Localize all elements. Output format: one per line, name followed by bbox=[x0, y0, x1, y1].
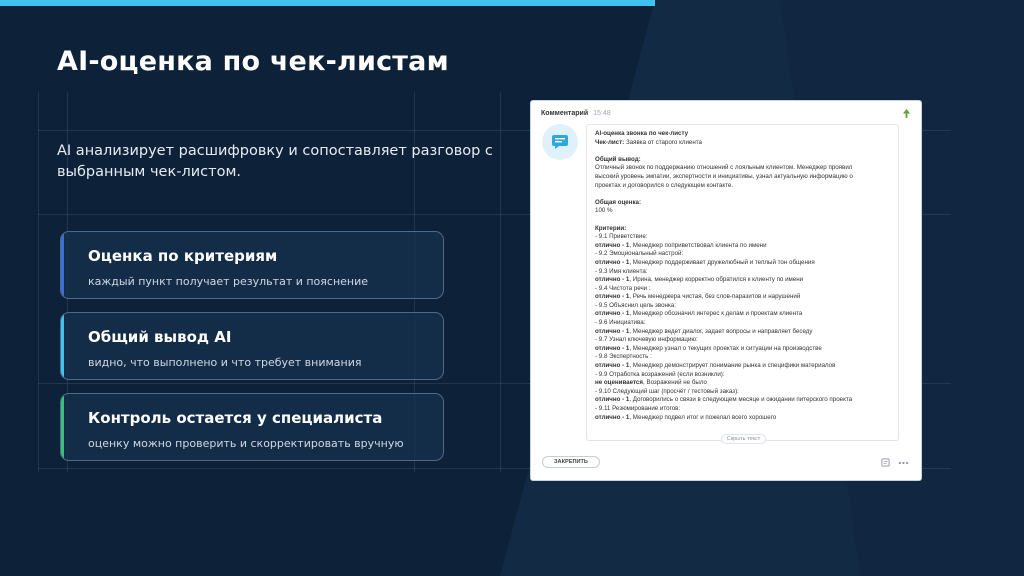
criterion-comment: , Менеджер поприветствовал клиента по имени bbox=[629, 241, 767, 249]
criterion-grade: отлично - 1 bbox=[595, 310, 630, 318]
pin-button[interactable]: ЗАКРЕПИТЬ bbox=[542, 456, 600, 468]
comment-time: 15:48 bbox=[593, 110, 611, 117]
summary-line: высокий уровень эмпатии, экспертности и инициативы, узнал актуальную информацию о bbox=[595, 172, 853, 180]
chat-bubble-icon bbox=[551, 134, 569, 150]
card-description: каждый пункт получает результат и пояснение bbox=[88, 275, 369, 288]
criterion-name: - 9.1 Приветствие: bbox=[595, 233, 648, 241]
criterion-comment: , Менеджер узнал о текущих проектах и ситуации на производстве bbox=[629, 344, 822, 352]
card-description: оценку можно проверить и скорректировать вручную bbox=[88, 437, 404, 450]
criterion-result bbox=[595, 242, 890, 251]
comment-header bbox=[541, 110, 611, 117]
criterion-comment: , Менеджер ведет диалог, задает вопросы и направляет беседу bbox=[629, 327, 813, 335]
grid-line bbox=[38, 92, 39, 472]
card-description: видно, что выполнено и что требует внимания bbox=[88, 356, 362, 369]
criterion-name: - 9.5 Объяснил цель звонка: bbox=[595, 301, 676, 309]
criterion-grade: отлично - 1 bbox=[595, 413, 630, 421]
criterion-result bbox=[595, 379, 890, 388]
summary-label: Общий вывод: bbox=[595, 155, 641, 163]
grid-line bbox=[500, 92, 501, 472]
checklist-line bbox=[595, 139, 890, 148]
criterion-grade: отлично - 1 bbox=[595, 327, 630, 335]
criterion-result bbox=[595, 259, 890, 268]
criterion-comment: , Возражений не было bbox=[643, 379, 707, 387]
criterion-comment: , Менеджер демонстрирует понимание рынка и специфики материалов bbox=[629, 362, 836, 370]
criterion-grade: отлично - 1 bbox=[595, 396, 630, 404]
criterion-name: - 9.3 Имя клиента: bbox=[595, 267, 648, 275]
slide-title: AI-оценка по чек-листам bbox=[57, 46, 449, 77]
criterion-result bbox=[595, 345, 890, 354]
criteria-label: Критерии: bbox=[595, 224, 627, 232]
feature-card-summary bbox=[60, 312, 444, 380]
criterion-name: - 9.7 Узнал ключевую информацию: bbox=[595, 336, 698, 344]
criterion-result bbox=[595, 328, 890, 337]
top-accent-bar bbox=[0, 0, 655, 6]
slide-subtitle: AI анализирует расшифровку и сопоставляет разговор с выбранным чек-листом. bbox=[57, 143, 493, 180]
more-icon[interactable] bbox=[898, 461, 909, 465]
criterion-comment: , Менеджер подвел итог и пожелал всего хорошего bbox=[629, 413, 777, 421]
tree-icon[interactable] bbox=[902, 109, 911, 118]
bot-avatar bbox=[542, 124, 578, 160]
ai-evaluation-message bbox=[586, 124, 899, 441]
message-heading: AI-оценка звонка по чек-листу bbox=[595, 130, 689, 137]
score-label: Общая оценка: bbox=[595, 198, 642, 206]
criterion-name: - 9.9 Отработка возражений (если возникли): bbox=[595, 370, 725, 378]
criterion-name: - 9.10 Следующий шаг (просчёт / тестовый заказ): bbox=[595, 387, 739, 395]
criterion-grade: отлично - 1 bbox=[595, 241, 630, 249]
criterion-result bbox=[595, 362, 890, 371]
criterion-grade: отлично - 1 bbox=[595, 362, 630, 370]
criterion-result bbox=[595, 414, 890, 423]
criterion-comment: , Речь менеджера чистая, без слов-паразитов и нарушений bbox=[629, 293, 801, 301]
criterion-comment: , Ирина, менеджер корректно обратился к клиенту по имени bbox=[629, 276, 804, 284]
card-accent bbox=[61, 232, 64, 298]
criterion-grade: отлично - 1 bbox=[595, 293, 630, 301]
criterion-comment: , Менеджер поддерживает дружелюбный и теплый тон общения bbox=[629, 258, 815, 266]
summary-line: Отличный звонок по поддержанию отношений с лояльным клиентом. Менеджер проявил bbox=[595, 164, 853, 172]
criterion-name: - 9.8 Экспертность : bbox=[595, 353, 652, 361]
criterion-grade: отлично - 1 bbox=[595, 344, 630, 352]
checklist-label: Чек-лист: bbox=[595, 138, 625, 146]
comment-toolbar bbox=[881, 458, 909, 467]
criterion-result bbox=[595, 276, 890, 285]
criterion-grade: не оценивается bbox=[595, 379, 643, 387]
card-accent bbox=[61, 313, 64, 379]
feature-card-control bbox=[60, 393, 444, 461]
criterion-result bbox=[595, 396, 890, 405]
card-title: Общий вывод AI bbox=[88, 328, 232, 346]
card-title: Оценка по критериям bbox=[88, 247, 278, 265]
criterion-grade: отлично - 1 bbox=[595, 276, 630, 284]
criterion-grade: отлично - 1 bbox=[595, 258, 630, 266]
criterion-result bbox=[595, 310, 890, 319]
criterion-name: - 9.6 Инициатива: bbox=[595, 319, 646, 327]
comment-header-label: Комментарий bbox=[541, 110, 589, 117]
criterion-name: - 9.2 Эмоциональный настрой: bbox=[595, 250, 684, 258]
criterion-result bbox=[595, 293, 890, 302]
score-value: 100 % bbox=[595, 207, 613, 215]
comment-screenshot bbox=[531, 101, 921, 480]
criterion-name: - 9.11 Резюмирование итогов: bbox=[595, 405, 681, 412]
card-accent bbox=[61, 394, 64, 460]
card-title: Контроль остается у специалиста bbox=[88, 409, 383, 427]
criterion-name: - 9.4 Чистота речи : bbox=[595, 284, 651, 292]
collapse-text-button[interactable]: Скрыть текст bbox=[721, 434, 766, 444]
criterion-comment: , Договорились о связи в следующем месяце и ожидании питерского проекта bbox=[629, 396, 853, 404]
note-icon[interactable] bbox=[881, 458, 890, 467]
checklist-value: Заявка от старого клиента bbox=[625, 138, 703, 146]
feature-card-criteria bbox=[60, 231, 444, 299]
criterion-comment: , Менеджер обозначил интерес к делам и проектам клиента bbox=[629, 310, 803, 318]
summary-line: проектах и договорился о следующем контакте. bbox=[595, 181, 734, 189]
